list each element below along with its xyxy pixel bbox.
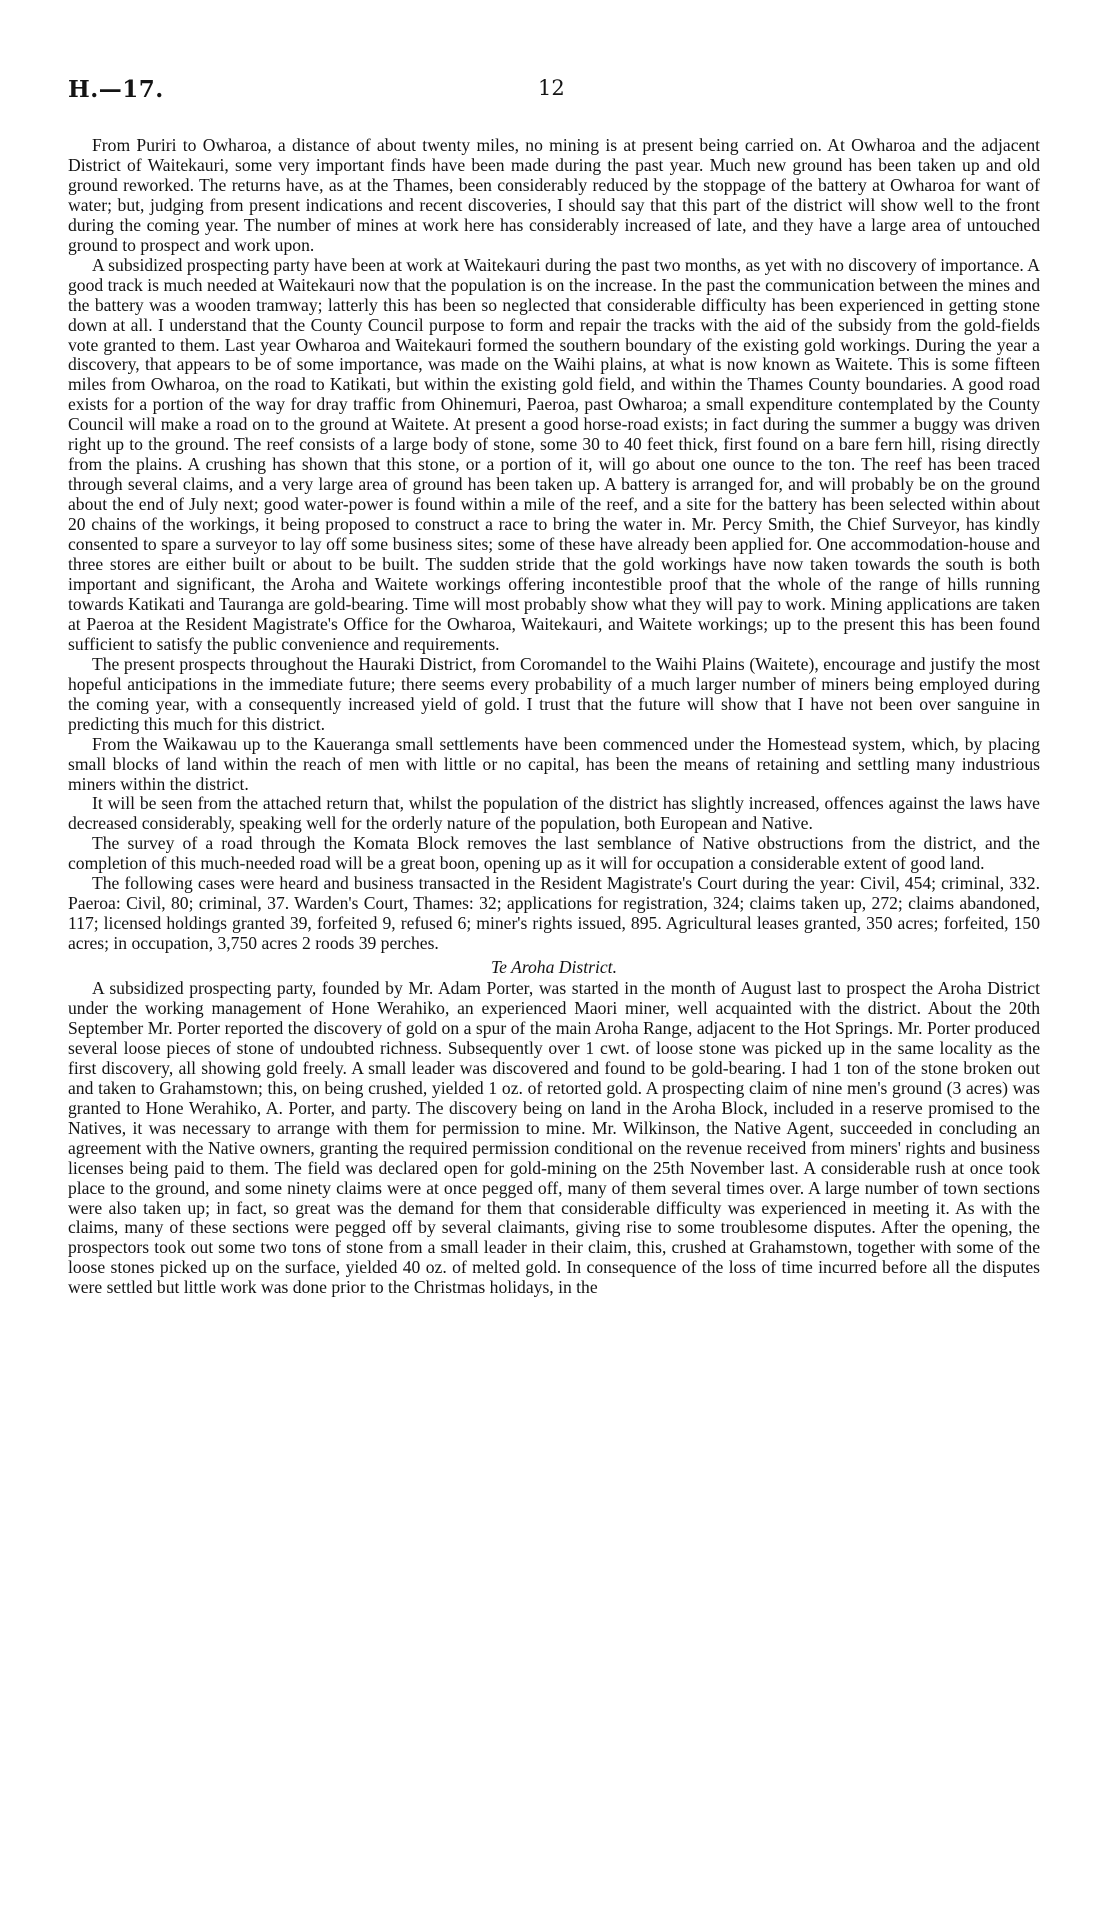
page-header <box>68 76 1048 110</box>
paragraph-komata-road: The survey of a road through the Komata Block removes the last semblance of Native obstructions from the district, and the completion of this much-needed road will be a great boon, opening up as it will for occupation a considerable extent of good land. <box>68 833 1040 874</box>
body-text <box>68 136 1040 1298</box>
page-number: 12 <box>538 76 565 100</box>
paragraph-homestead-settlements: From the Waikawau up to the Kaueranga small settlements have been commenced under the Homestead system, which, by placing small blocks of land within the reach of men with little or no capital, has been the means of retaining and settling many industrious miners within the district. <box>68 733 1040 794</box>
paragraph-hauraki-prospects: The present prospects throughout the Hauraki District, from Coromandel to the Waihi Plains (Waitete), encourage and justify the most hopeful anticipations in the immediate future; there seems every probability of a much larger number of miners being employed during the coming year, with a consequently increased yield of gold. I trust that the future will show that I have not been over sanguine in predicting this much for this district. <box>68 653 1040 734</box>
paragraph-population-offences: It will be seen from the attached return that, whilst the population of the district has slightly increased, offences against the laws have decreased considerably, speaking well for the orderly nature of the population, both European and Native. <box>68 793 1040 834</box>
document-reference: H.—17. <box>68 76 164 103</box>
paragraph-waitekauri-prospecting: A subsidized prospecting party have been at work at Waitekauri during the past two months, as yet with no discovery of importance. A good track is much needed at Waitekauri now that the population is on the increase. In the past the communication between the mines and the battery was a wooden tramway; latterly this has been so neglected that considerable difficulty has been experienced in getting stone down at all. I understand that the County Council purpose to form and repair the tracks with the aid of the subsidy from the gold-fields vote granted to them. Last year Owharoa and Waitekauri formed the southern boundary of the existing gold workings. During the year a discovery, that appears to be of some importance, was made on the Waihi plains, at what is now known as Waitete. This is some fifteen miles from Owharoa, on the road to Katikati, but within the existing gold field, and within the Thames County boundaries. A good road exists for a portion of the way for dray traffic from Ohinemuri, Paeroa, past Owharoa; a small expenditure contemplated by the County Council will make a road on to the ground at Waitete. At present a good horse-road exists; in fact during the summer a buggy was driven right up to the ground. The reef consists of a large body of stone, some 30 to 40 feet thick, first found on a bare fern hill, rising directly from the plains. A crushing has shown that this stone, or a portion of it, will go about one ounce to the ton. The reef has been traced through several claims, and a very large area of ground has been taken up. A battery is arranged for, and will probably be on the ground about the end of July next; good water-power is found within a mile of the reef, and a site for the battery has been selected within about 20 chains of the workings, it being proposed to construct a race to bring the water in. Mr. Percy Smith, the Chief Surveyor, has kindly consented to spare a surveyor to lay off some business sites; some of these have already been applied for. One accommodation-house and three stores are either built or about to be built. The sudden stride that the gold workings have now taken towards the south is both important and significant, the Aroha and Waitete workings offering incontestible proof that the whole of the range of hills running towards Katikati and Tauranga are gold-bearing. Time will most probably show what they will pay to work. Mining applications are taken at Paeroa at the Resident Magistrate's Office for the Owharoa, Waitekauri, and Waitete workings; up to the present this has been found sufficient to satisfy the public convenience and requirements. <box>68 254 1040 654</box>
paragraph-te-aroha-discovery: A subsidized prospecting party, founded by Mr. Adam Porter, was started in the month of August last to prospect the Aroha District under the working management of Hone Werahiko, an experienced Maori miner, well acquainted with the district. About the 20th September Mr. Porter reported the discovery of gold on a spur of the main Aroha Range, adjacent to the Hot Springs. Mr. Porter produced several loose pieces of stone of undoubted richness. Subsequently over 1 cwt. of loose stone was picked up in the same locality as the first discovery, all showing gold freely. A small leader was discovered and found to be gold-bearing. I had 1 ton of the stone broken out and taken to Grahamstown; this, on being crushed, yielded 1 oz. of retorted gold. A prospecting claim of nine men's ground (3 acres) was granted to Hone Werahiko, A. Porter, and party. The discovery being on land in the Aroha Block, included in a reserve promised to the Natives, it was necessary to arrange with them for permission to mine. Mr. Wilkinson, the Native Agent, succeeded in concluding an agreement with the Native owners, granting the required permission conditional on the revenue received from miners' rights and business licenses being paid to them. The field was declared open for gold-mining on the 25th November last. A considerable rush at once took place to the ground, and some ninety claims were at once pegged off, many of them several times over. A large number of town sections were also taken up; in fact, so great was the demand for them that considerable difficulty was experienced in meeting it. As with the claims, many of these sections were pegged off by several claimants, giving rise to some troublesome disputes. After the opening, the prospectors took out some two tons of stone from a small leader in their claim, this, crushed at Grahamstown, together with some of the loose stones picked up on the surface, yielded 40 oz. of melted gold. In consequence of the loss of time incurred before all the disputes were settled but little work was done prior to the Christmas holidays, in the <box>68 978 1040 1298</box>
paragraph-court-business: The following cases were heard and business transacted in the Resident Magistrate's Court during the year: Civil, 454; criminal, 332. Paeroa: Civil, 80; criminal, 37. Warden's Court, Thames: 32; applications for registration, 324; claims taken up, 272; claims abandoned, 117; licensed holdings granted 39, forfeited 9, refused 6; miner's rights issued, 895. Agricultural leases granted, 350 acres; forfeited, 150 acres; in occupation, 3,750 acres 2 roods 39 perches. <box>68 873 1040 954</box>
paragraph-puriri-owharoa: From Puriri to Owharoa, a distance of about twenty miles, no mining is at present being carried on. At Owharoa and the adjacent District of Waitekauri, some very important finds have been made during the past year. Much new ground has been taken up and old ground reworked. The returns have, as at the Thames, been considerably reduced by the stoppage of the battery at Owharoa for want of water; but, judging from present indications and recent discoveries, I should say that this part of the district will show well to the front during the coming year. The number of mines at work here has considerably increased of late, and they have a large area of untouched ground to prospect and work upon. <box>68 135 1040 255</box>
section-heading-te-aroha: Te Aroha District. <box>491 957 617 978</box>
